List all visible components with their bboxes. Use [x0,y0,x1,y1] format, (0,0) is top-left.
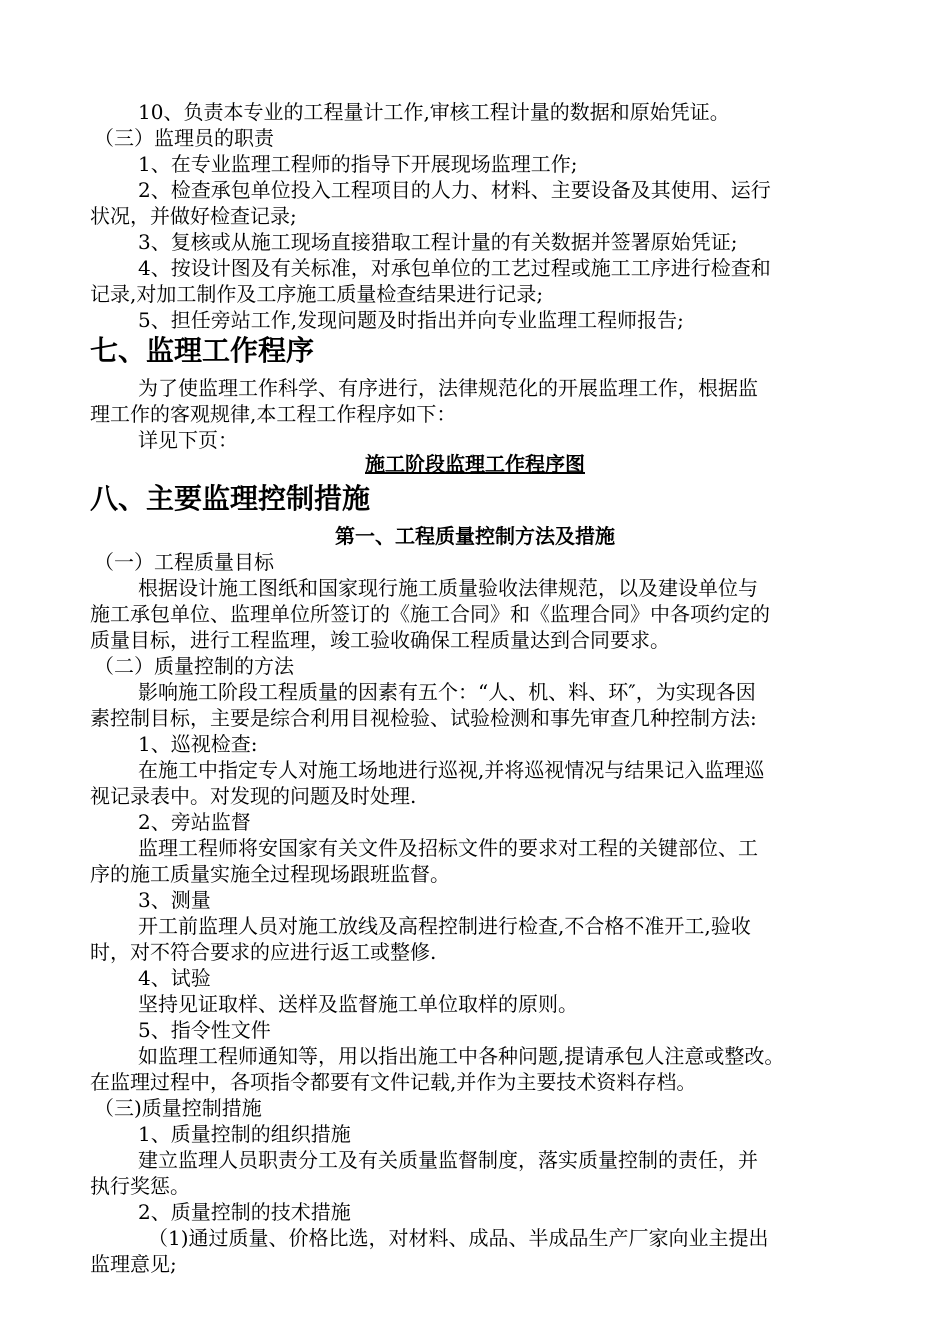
text-line: 施工承包单位、监理单位所签订的《施工合同》和《监理合同》中各项约定的 [90,602,770,626]
text-line: 5、担任旁站工作,发现问题及时指出并向专业监理工程师报告; [138,308,684,332]
flowchart-title: 施工阶段监理工作程序图 [365,452,585,476]
text-line: 详见下页： [138,428,238,452]
text-line: 开工前监理人员对施工放线及高程控制进行检查,不合格不准开工,验收 [138,914,751,938]
text-line: 1、质量控制的组织措施 [138,1122,351,1146]
text-line: 10、负责本专业的工程量计工作,审核工程计量的数据和原始凭证。 [138,100,730,124]
text-line: 监理工程师将安国家有关文件及招标文件的要求对工程的关键部位、工 [138,836,758,860]
text-line: 3、测量 [138,888,211,912]
text-line: 状况，并做好检查记录; [90,204,297,228]
text-line: 1、巡视检查: [138,732,258,756]
text-line: 素控制目标，主要是综合利用目视检验、试验检测和事先审查几种控制方法: [90,706,757,730]
text-line: 2、质量控制的技术措施 [138,1200,351,1224]
text-line: 视记录表中。对发现的问题及时处理. [90,784,417,808]
text-line: 在施工中指定专人对施工场地进行巡视,并将巡视情况与结果记入监理巡 [138,758,765,782]
text-line: 建立监理人员职责分工及有关质量监督制度，落实质量控制的责任，并 [138,1148,758,1172]
subsection-heading: （三）监理员的职责 [94,126,274,150]
subsection-heading: （三)质量控制措施 [94,1096,262,1120]
text-line: 5、指令性文件 [138,1018,271,1042]
text-line: 4、按设计图及有关标准，对承包单位的工艺过程或施工工序进行检查和 [138,256,771,280]
text-line: 影响施工阶段工程质量的因素有五个：“人、机、料、环″，为实现各因 [138,680,756,704]
text-line: 监理意见; [90,1252,177,1276]
text-line: 在监理过程中，各项指令都要有文件记载,并作为主要技术资料存档。 [90,1070,697,1094]
subsection-heading: （一）工程质量目标 [94,550,274,574]
text-line: 质量目标，进行工程监理，竣工验收确保工程质量达到合同要求。 [90,628,670,652]
text-line: 2、旁站监督 [138,810,251,834]
text-line: 1、在专业监理工程师的指导下开展现场监理工作; [138,152,578,176]
text-line: （1)通过质量、价格比选，对材料、成品、半成品生产厂家向业主提出 [148,1226,769,1250]
section-heading-7: 七、监理工作程序 [90,334,315,367]
text-line: 坚持见证取样、送样及监督施工单位取样的原则。 [138,992,578,1016]
text-line: 3、复核或从施工现场直接猎取工程计量的有关数据并签署原始凭证; [138,230,738,254]
text-line: 序的施工质量实施全过程现场跟班监督。 [90,862,450,886]
subsection-heading: （二）质量控制的方法 [94,654,294,678]
text-line: 2、检查承包单位投入工程项目的人力、材料、主要设备及其使用、运行 [138,178,771,202]
text-line: 理工作的客观规律,本工程工作程序如下： [90,402,457,426]
part-heading: 第一、工程质量控制方法及措施 [335,524,615,548]
text-line: 时，对不符合要求的应进行返工或整修. [90,940,437,964]
text-line: 4、试验 [138,966,211,990]
section-heading-8: 八、主要监理控制措施 [90,482,371,515]
text-line: 记录,对加工制作及工序施工质量检查结果进行记录; [90,282,544,306]
text-line: 为了使监理工作科学、有序进行，法律规范化的开展监理工作，根据监 [138,376,758,400]
text-line: 根据设计施工图纸和国家现行施工质量验收法律规范，以及建设单位与 [138,576,758,600]
text-line: 如监理工程师通知等，用以指出施工中各种问题,提请承包人注意或整改。 [138,1044,785,1068]
text-line: 执行奖惩。 [90,1174,190,1198]
